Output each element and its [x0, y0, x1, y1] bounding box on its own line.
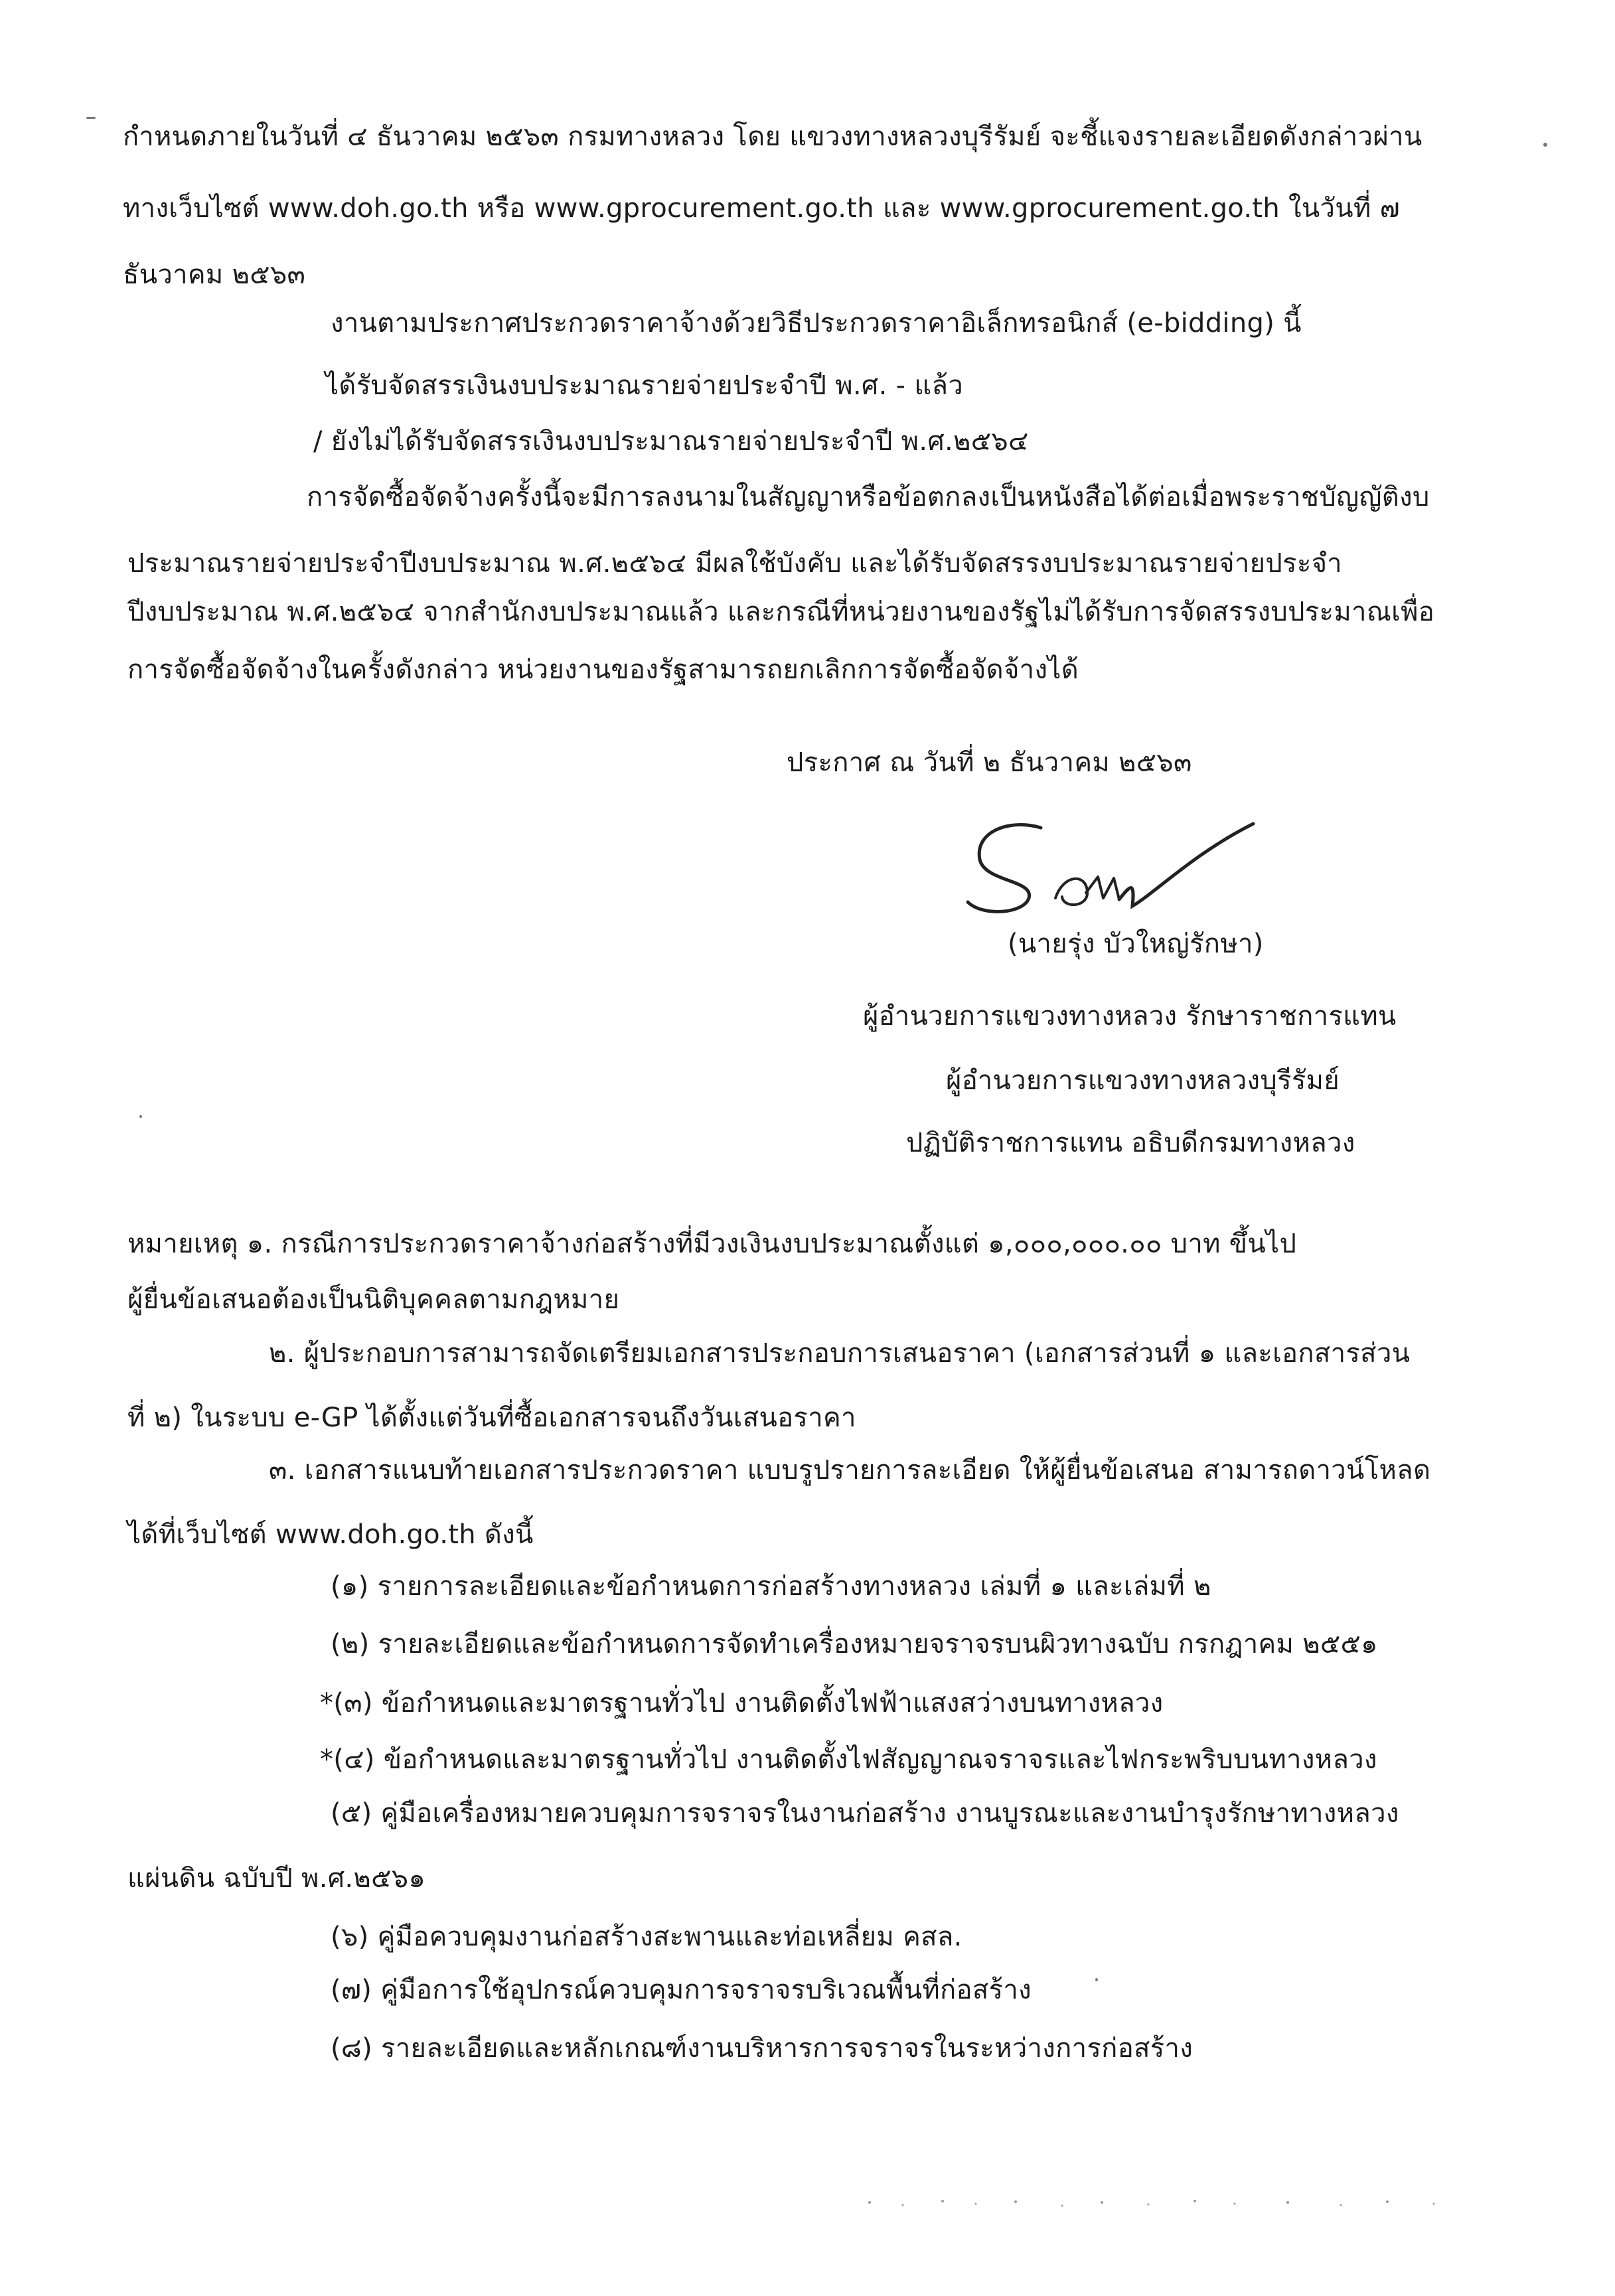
budget-allocated-line: ได้รับจัดสรรเงินงบประมาณรายจ่ายประจำปี พ.ศ. - แล้ว — [325, 370, 964, 401]
attachment-item-2: (๒) รายละเอียดและข้อกำหนดการจัดทำเครื่องหมายจราจรบนผิวทางฉบับ กรกฎาคม ๒๕๕๑ — [331, 1629, 1378, 1659]
remark-2-line-2: ที่ ๒) ในระบบ e-GP ได้ตั้งแต่วันที่ซื้อเอกสารจนถึงวันเสนอราคา — [127, 1403, 856, 1433]
contract-line-2: ประมาณรายจ่ายประจำปีงบประมาณ พ.ศ.๒๕๖๔ มีผลใช้บังคับ และได้รับจัดสรรงบประมาณรายจ่ายประจำ — [127, 548, 1342, 579]
attachment-item-7: (๗) คู่มือการใช้อุปกรณ์ควบคุมการจราจรบริเวณพื้นที่ก่อสร้าง — [331, 1975, 1032, 2005]
remark-3-line-2: ได้ที่เว็บไซต์ www.doh.go.th ดังนี้ — [127, 1519, 534, 1550]
handwritten-signature — [956, 813, 1261, 929]
attachment-item-4: *(๔) ข้อกำหนดและมาตรฐานทั่วไป งานติดตั้งไฟสัญญาณจราจรและไฟกระพริบบนทางหลวง — [320, 1744, 1377, 1775]
remark-1-line-1: หมายเหตุ ๑. กรณีการประกวดราคาจ้างก่อสร้างที่มีวงเงินงบประมาณตั้งแต่ ๑,๐๐๐,๐๐๐.๐๐ บาท ขึ้นไป — [127, 1229, 1297, 1259]
remark-1-line-2: ผู้ยื่นข้อเสนอต้องเป็นนิติบุคคลตามกฎหมาย — [127, 1284, 620, 1315]
remark-2-line-1: ๒. ผู้ประกอบการสามารถจัดเตรียมเอกสารประกอบการเสนอราคา (เอกสารส่วนที่ ๑ และเอกสารส่วน — [269, 1338, 1411, 1369]
attachment-item-1: (๑) รายการละเอียดและข้อกำหนดการก่อสร้างทางหลวง เล่มที่ ๑ และเล่มที่ ๒ — [331, 1571, 1211, 1602]
budget-heading: งานตามประกาศประกวดราคาจ้างด้วยวิธีประกวดราคาอิเล็กทรอนิกส์ (e-bidding) นี้ — [331, 308, 1302, 339]
budget-not-allocated-line: / ยังไม่ได้รับจัดสรรเงินงบประมาณรายจ่ายประจำปี พ.ศ.๒๕๖๔ — [313, 426, 1029, 457]
signer-position-3: ปฏิบัติราชการแทน อธิบดีกรมทางหลวง — [906, 1128, 1355, 1158]
intro-line-1: กำหนดภายในวันที่ ๔ ธันวาคม ๒๕๖๓ กรมทางหลวง โดย แขวงทางหลวงบุรีรัมย์ จะชี้แจงรายละเอียดดังกล่าวผ่าน — [123, 121, 1423, 152]
scan-speck — [139, 1115, 142, 1118]
scan-speck — [1543, 143, 1547, 147]
signer-position-2: ผู้อำนวยการแขวงทางหลวงบุรีรัมย์ — [946, 1065, 1340, 1096]
attachment-item-5-continued: แผ่นดิน ฉบับปี พ.ศ.๒๕๖๑ — [127, 1863, 426, 1894]
intro-line-2: ทางเว็บไซต์ www.doh.go.th หรือ www.gprocurement.go.th และ www.gprocurement.go.th ในวันที่ ๗ — [123, 193, 1400, 224]
contract-line-3: ปีงบประมาณ พ.ศ.๒๕๖๔ จากสำนักงบประมาณแล้ว และกรณีที่หน่วยงานของรัฐไม่ได้รับการจัดสรรงบประมาณเพื่อ — [127, 597, 1435, 627]
remark-3-line-1: ๓. เอกสารแนบท้ายเอกสารประกวดราคา แบบรูปรายการละเอียด ให้ผู้ยื่นข้อเสนอ สามารถดาวน์โหลด — [269, 1455, 1431, 1486]
contract-line-4: การจัดซื้อจัดจ้างในครั้งดังกล่าว หน่วยงานของรัฐสามารถยกเลิกการจัดซื้อจัดจ้างได้ — [127, 654, 1079, 685]
scan-speck — [86, 117, 96, 119]
scan-noise — [863, 2196, 1460, 2210]
contract-line-1: การจัดซื้อจัดจ้างครั้งนี้จะมีการลงนามในสัญญาหรือข้อตกลงเป็นหนังสือได้ต่อเมื่อพระราชบัญญัติงบ — [307, 482, 1430, 512]
attachment-item-3: *(๓) ข้อกำหนดและมาตรฐานทั่วไป งานติดตั้งไฟฟ้าแสงสว่างบนทางหลวง — [320, 1688, 1164, 1719]
attachment-item-5: (๕) คู่มือเครื่องหมายควบคุมการจราจรในงานก่อสร้าง งานบูรณะและงานบำรุงรักษาทางหลวง — [331, 1798, 1399, 1829]
intro-line-3: ธันวาคม ๒๕๖๓ — [123, 260, 306, 290]
attachment-item-8: (๘) รายละเอียดและหลักเกณฑ์งานบริหารการจราจรในระหว่างการก่อสร้าง — [331, 2033, 1193, 2064]
signer-position-1: ผู้อำนวยการแขวงทางหลวง รักษาราชการแทน — [863, 1001, 1397, 1032]
signer-name: (นายรุ่ง บัวใหญ่รักษา) — [1008, 929, 1264, 959]
announcement-date: ประกาศ ณ วันที่ ๒ ธันวาคม ๒๕๖๓ — [787, 747, 1192, 778]
attachment-item-6: (๖) คู่มือควบคุมงานก่อสร้างสะพานและท่อเหลี่ยม คสล. — [331, 1922, 962, 1952]
scan-speck — [1095, 1978, 1098, 1981]
